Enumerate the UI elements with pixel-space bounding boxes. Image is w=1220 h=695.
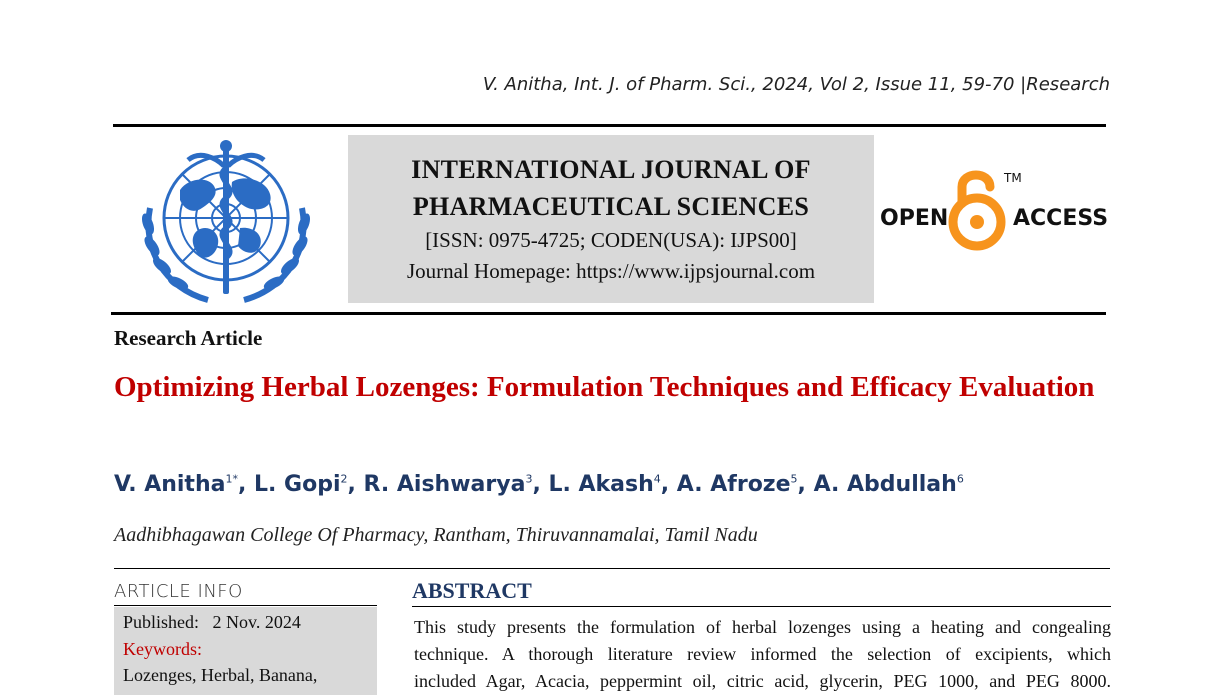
- author-name: R. Aishwarya: [363, 472, 526, 497]
- open-lock-icon: [953, 175, 1001, 246]
- author-name: L. Gopi: [254, 472, 341, 497]
- article-info-rule: [114, 605, 377, 606]
- author-name: L. Akash: [548, 472, 654, 497]
- header-top-rule: [113, 124, 1106, 127]
- article-type-label: Research Article: [114, 326, 263, 350]
- open-access-logo: [880, 165, 1110, 255]
- article-title: Optimizing Herbal Lozenges: Formulation Techniques and Efficacy Evaluation: [114, 371, 1095, 403]
- author-affiliation-mark: 1*: [225, 472, 238, 486]
- author-affiliation-mark: 5: [790, 472, 798, 486]
- published-label: Published:: [123, 612, 200, 632]
- abstract-line: included Agar, Acacia, peppermint oil, citric acid, glycerin, PEG 1000, and PEG 8000.: [414, 671, 1111, 691]
- header-bottom-rule: [111, 312, 1106, 315]
- section-divider: [114, 568, 1110, 569]
- keywords-label: Keywords:: [123, 639, 202, 659]
- author-affiliation-mark: 3: [525, 472, 533, 486]
- author-name: V. Anitha: [114, 472, 226, 497]
- abstract-body: [414, 614, 1111, 695]
- author-affiliation-mark: 6: [956, 472, 964, 486]
- open-access-left-word: OPEN: [880, 206, 949, 231]
- published-date: 2 Nov. 2024: [212, 612, 301, 632]
- affiliation: Aadhibhagawan College Of Pharmacy, Rantham, Thiruvannamalai, Tamil Nadu: [114, 524, 758, 546]
- open-access-right-word: ACCESS: [1013, 206, 1109, 231]
- journal-title-box: [348, 135, 874, 303]
- author-list: V. Anitha$^{1*}$, L. Gopi$^2$, R. Aishwarya$^3$, L. Akash$^4$, A. Afroze$^5$, A. Abdullah$^6$: [114, 472, 964, 497]
- author-affiliation-mark: 4: [653, 472, 661, 486]
- abstract-heading: ABSTRACT: [412, 578, 532, 603]
- journal-title-line-2: PHARMACEUTICAL SCIENCES: [412, 192, 810, 221]
- running-head: V. Anitha, Int. J. of Pharm. Sci., 2024, Vol 2, Issue 11, 59-70 |Research: [482, 74, 1110, 95]
- abstract-line: technique. A thorough literature review informed the selection of excipients, which: [414, 644, 1111, 664]
- author-name: A. Afroze: [676, 472, 791, 497]
- journal-homepage: Journal Homepage: https://www.ijpsjournal.com: [406, 259, 816, 283]
- journal-emblem-logo: [128, 138, 324, 306]
- author-name: A. Abdullah: [813, 472, 957, 497]
- abstract-rule: [412, 606, 1111, 607]
- article-info-box: [114, 607, 377, 695]
- trademark-mark: TM: [1004, 171, 1022, 185]
- journal-title-line-1: INTERNATIONAL JOURNAL OF: [411, 155, 811, 184]
- abstract-line: This study presents the formulation of herbal lozenges using a heating and congealing: [414, 617, 1111, 637]
- article-info-heading: ARTICLE INFO: [114, 581, 243, 602]
- journal-issn: [ISSN: 0975-4725; CODEN(USA): IJPS00]: [425, 228, 797, 252]
- keywords-list: Lozenges, Herbal, Banana,: [123, 665, 318, 685]
- author-affiliation-mark: 2: [340, 472, 348, 486]
